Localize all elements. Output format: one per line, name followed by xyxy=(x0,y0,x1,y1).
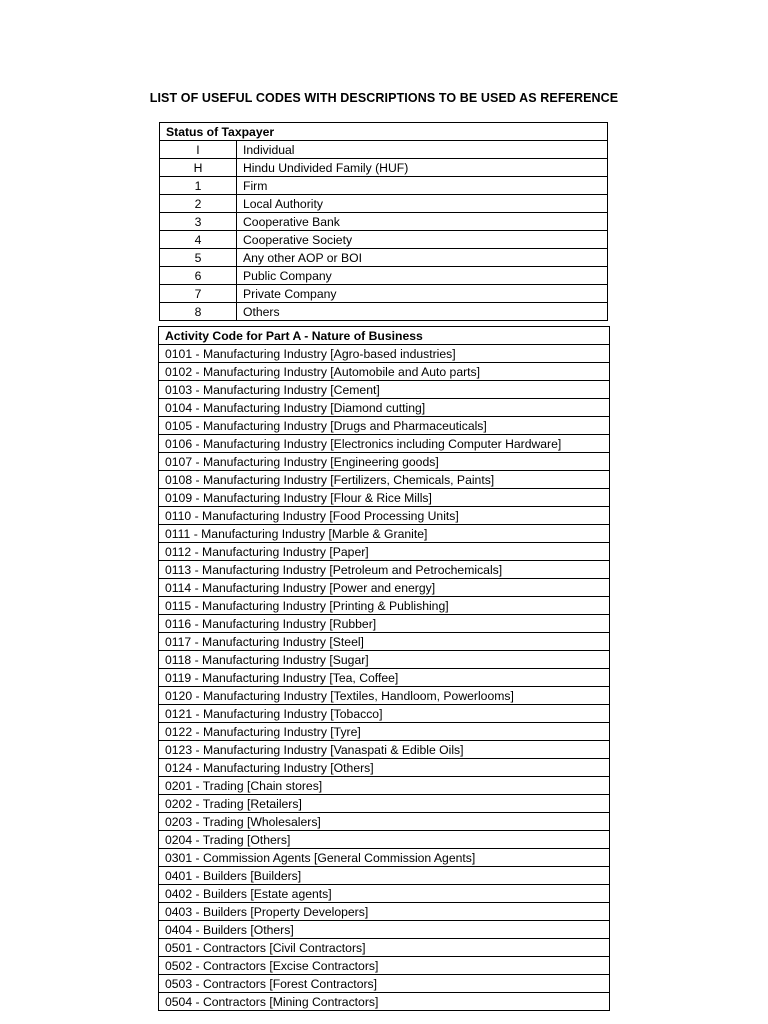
activity-code-entry: 0403 - Builders [Property Developers] xyxy=(159,903,610,921)
table-row xyxy=(160,285,608,303)
table-row xyxy=(159,507,610,525)
table-row xyxy=(159,597,610,615)
activity-code-entry: 0504 - Contractors [Mining Contractors] xyxy=(159,993,610,1011)
table-row xyxy=(159,813,610,831)
table-row xyxy=(159,795,610,813)
table-row xyxy=(159,633,610,651)
activity-code-entry: 0102 - Manufacturing Industry [Automobile and Auto parts] xyxy=(159,363,610,381)
table-row xyxy=(159,723,610,741)
activity-code-entry: 0204 - Trading [Others] xyxy=(159,831,610,849)
table-row xyxy=(159,453,610,471)
table-heading: Status of Taxpayer xyxy=(160,123,608,141)
activity-code-entry: 0404 - Builders [Others] xyxy=(159,921,610,939)
page-title: LIST OF USEFUL CODES WITH DESCRIPTIONS TO BE USED AS REFERENCE xyxy=(149,91,619,105)
table-row xyxy=(159,849,610,867)
activity-code-entry: 0114 - Manufacturing Industry [Power and energy] xyxy=(159,579,610,597)
table-row xyxy=(159,381,610,399)
activity-code-entry: 0503 - Contractors [Forest Contractors] xyxy=(159,975,610,993)
table-body xyxy=(160,141,608,321)
table-row xyxy=(160,213,608,231)
activity-code-entry: 0401 - Builders [Builders] xyxy=(159,867,610,885)
status-code: 4 xyxy=(160,231,237,249)
status-description: Public Company xyxy=(237,267,608,285)
table-row xyxy=(159,525,610,543)
status-code: 7 xyxy=(160,285,237,303)
table-row xyxy=(159,435,610,453)
status-code: 1 xyxy=(160,177,237,195)
table-row xyxy=(159,921,610,939)
table-row xyxy=(159,741,610,759)
activity-code-entry: 0115 - Manufacturing Industry [Printing & Publishing] xyxy=(159,597,610,615)
table-heading: Activity Code for Part A - Nature of Business xyxy=(159,327,610,345)
activity-code-entry: 0107 - Manufacturing Industry [Engineering goods] xyxy=(159,453,610,471)
table-row xyxy=(160,303,608,321)
status-description: Others xyxy=(237,303,608,321)
table-row xyxy=(159,561,610,579)
table-row xyxy=(159,471,610,489)
table-row xyxy=(159,993,610,1011)
table-row xyxy=(159,669,610,687)
status-code: 5 xyxy=(160,249,237,267)
status-of-taxpayer-table xyxy=(159,122,608,321)
table-row xyxy=(160,141,608,159)
activity-code-entry: 0201 - Trading [Chain stores] xyxy=(159,777,610,795)
status-description: Firm xyxy=(237,177,608,195)
activity-code-entry: 0501 - Contractors [Civil Contractors] xyxy=(159,939,610,957)
table-row xyxy=(159,903,610,921)
table-row xyxy=(159,939,610,957)
table-row xyxy=(160,159,608,177)
table-row xyxy=(159,777,610,795)
activity-code-entry: 0124 - Manufacturing Industry [Others] xyxy=(159,759,610,777)
table-row xyxy=(159,489,610,507)
activity-code-entry: 0120 - Manufacturing Industry [Textiles, Handloom, Powerlooms] xyxy=(159,687,610,705)
activity-code-entry: 0121 - Manufacturing Industry [Tobacco] xyxy=(159,705,610,723)
status-description: Local Authority xyxy=(237,195,608,213)
status-description: Any other AOP or BOI xyxy=(237,249,608,267)
activity-code-entry: 0112 - Manufacturing Industry [Paper] xyxy=(159,543,610,561)
table-body xyxy=(159,345,610,1011)
activity-code-entry: 0109 - Manufacturing Industry [Flour & Rice Mills] xyxy=(159,489,610,507)
table-row xyxy=(159,687,610,705)
status-description: Hindu Undivided Family (HUF) xyxy=(237,159,608,177)
table-row xyxy=(159,651,610,669)
table-row xyxy=(159,579,610,597)
table-row xyxy=(159,831,610,849)
status-code: I xyxy=(160,141,237,159)
activity-code-entry: 0123 - Manufacturing Industry [Vanaspati & Edible Oils] xyxy=(159,741,610,759)
table-row xyxy=(159,363,610,381)
activity-code-entry: 0108 - Manufacturing Industry [Fertilizers, Chemicals, Paints] xyxy=(159,471,610,489)
table-row xyxy=(159,543,610,561)
activity-code-entry: 0402 - Builders [Estate agents] xyxy=(159,885,610,903)
table-row xyxy=(159,705,610,723)
table-row xyxy=(159,399,610,417)
activity-code-entry: 0110 - Manufacturing Industry [Food Processing Units] xyxy=(159,507,610,525)
table-row xyxy=(160,177,608,195)
table-row xyxy=(160,231,608,249)
activity-code-entry: 0502 - Contractors [Excise Contractors] xyxy=(159,957,610,975)
activity-code-entry: 0122 - Manufacturing Industry [Tyre] xyxy=(159,723,610,741)
table-row xyxy=(159,345,610,363)
table-row xyxy=(159,615,610,633)
activity-code-entry: 0113 - Manufacturing Industry [Petroleum and Petrochemicals] xyxy=(159,561,610,579)
table-header-row xyxy=(160,123,608,141)
activity-code-entry: 0301 - Commission Agents [General Commission Agents] xyxy=(159,849,610,867)
table-row xyxy=(159,867,610,885)
table-row xyxy=(159,975,610,993)
status-description: Cooperative Society xyxy=(237,231,608,249)
activity-code-entry: 0105 - Manufacturing Industry [Drugs and Pharmaceuticals] xyxy=(159,417,610,435)
table-row xyxy=(160,267,608,285)
status-description: Individual xyxy=(237,141,608,159)
activity-code-entry: 0117 - Manufacturing Industry [Steel] xyxy=(159,633,610,651)
activity-code-entry: 0116 - Manufacturing Industry [Rubber] xyxy=(159,615,610,633)
activity-code-entry: 0106 - Manufacturing Industry [Electronics including Computer Hardware] xyxy=(159,435,610,453)
status-code: H xyxy=(160,159,237,177)
status-description: Private Company xyxy=(237,285,608,303)
activity-code-entry: 0202 - Trading [Retailers] xyxy=(159,795,610,813)
status-code: 8 xyxy=(160,303,237,321)
table-row xyxy=(160,195,608,213)
table-row xyxy=(159,417,610,435)
status-code: 2 xyxy=(160,195,237,213)
status-code: 3 xyxy=(160,213,237,231)
activity-code-entry: 0101 - Manufacturing Industry [Agro-based industries] xyxy=(159,345,610,363)
activity-code-entry: 0203 - Trading [Wholesalers] xyxy=(159,813,610,831)
activity-code-table xyxy=(158,326,610,1011)
activity-code-entry: 0111 - Manufacturing Industry [Marble & Granite] xyxy=(159,525,610,543)
table-row xyxy=(159,759,610,777)
activity-code-entry: 0103 - Manufacturing Industry [Cement] xyxy=(159,381,610,399)
table-header-row xyxy=(159,327,610,345)
table-row xyxy=(159,957,610,975)
activity-code-entry: 0119 - Manufacturing Industry [Tea, Coffee] xyxy=(159,669,610,687)
table-row xyxy=(159,885,610,903)
status-code: 6 xyxy=(160,267,237,285)
table-row xyxy=(160,249,608,267)
status-description: Cooperative Bank xyxy=(237,213,608,231)
activity-code-entry: 0104 - Manufacturing Industry [Diamond cutting] xyxy=(159,399,610,417)
activity-code-entry: 0118 - Manufacturing Industry [Sugar] xyxy=(159,651,610,669)
